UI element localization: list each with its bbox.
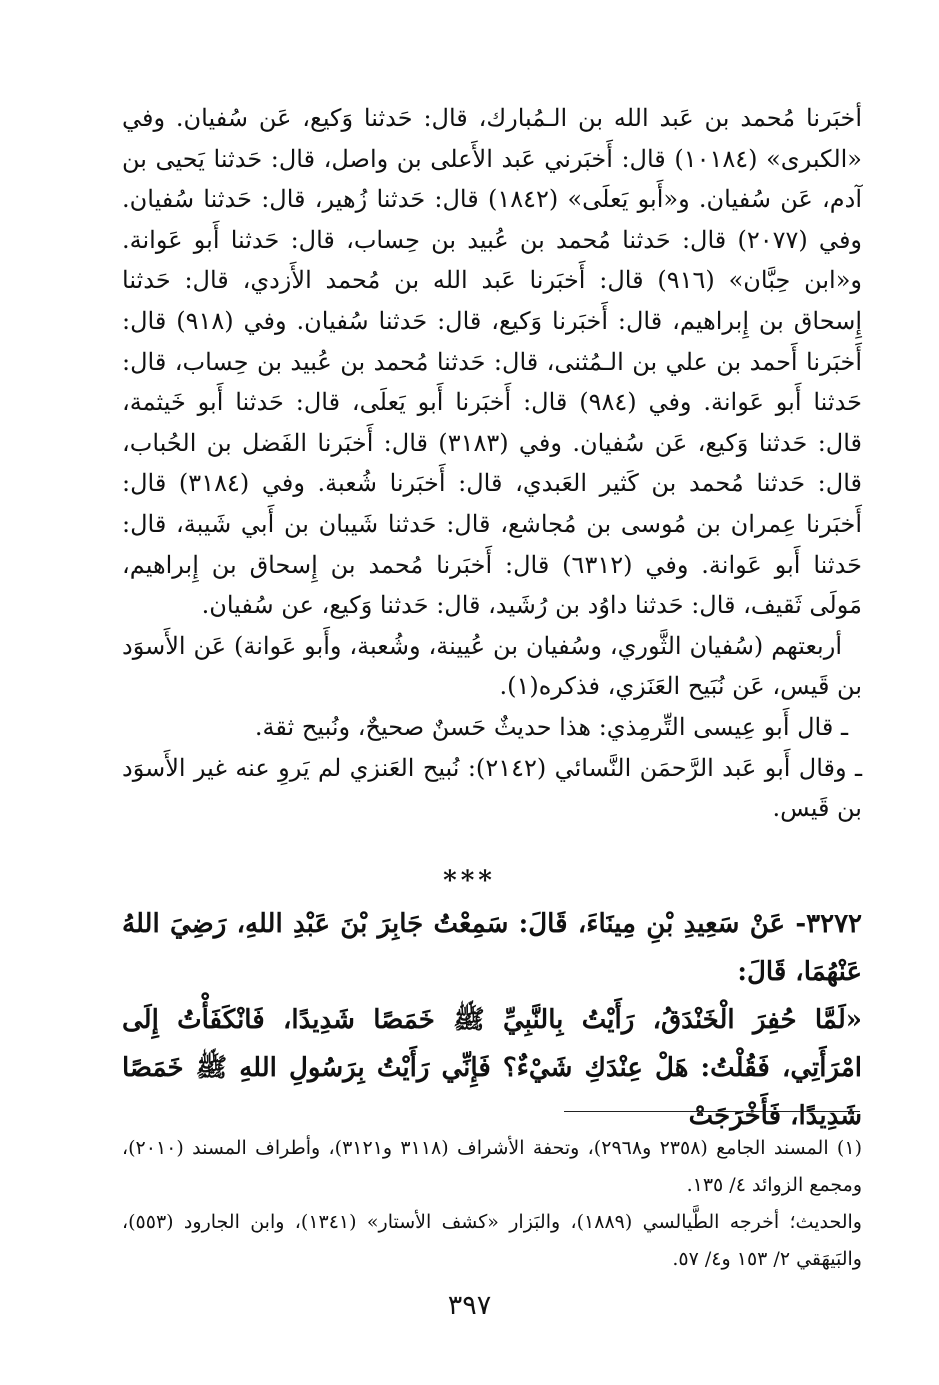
section-separator: *** bbox=[443, 866, 496, 896]
footnotes bbox=[122, 1130, 862, 1278]
main-text bbox=[122, 98, 862, 829]
hadith-intro: ٣٢٧٢- عَنْ سَعِيدِ بْنِ مِينَاءَ، قَالَ: سَمِعْتُ جَابِرَ بْنَ عَبْدِ اللهِ، رَضِيَ اللهُ عَنْهُمَا، قَالَ: bbox=[122, 909, 862, 987]
hadith-body: «لَمَّا حُفِرَ الْخَنْدَقُ، رَأَيْتُ بِالنَّبِيِّ ﷺ خَمَصًا شَدِيدًا، فَانْكَفَأْتُ إِلَى امْرَأَتِي، فَقُلْتُ: هَلْ عِنْدَكِ شَيْءٌ؟ فَإِنِّي رَأَيْتُ بِرَسُولِ اللهِ ﷺ خَمَصًا شَدِيدًا، فَأَخْرَجَتْ bbox=[122, 1005, 862, 1131]
summary-paragraph: أربعتهم (سُفيان الثَّوري، وسُفيان بن عُيينة، وشُعبة، وأَبو عَوانة) عَن الأَسوَد بن قَيس، عَن نُبَيح العَنَزي، فذكره(١). bbox=[122, 631, 862, 701]
footnote-2: والحديث؛ أخرجه الطَّيالسي (١٨٨٩)، والبَزار «كشف الأستار» (١٣٤١)، وابن الجارود (٥٥٣)، والبَيهَقي ٢/ ١٥٣ و٤/ ٥٧. bbox=[122, 1211, 862, 1270]
tirmidhi-note: ـ قال أَبو عِيسى التِّرمِذي: هذا حديثٌ حَسنٌ صحيحٌ، ونُبيح ثقة. bbox=[254, 712, 848, 741]
footnote-1: (١) المسند الجامع (٢٣٥٨ و٢٩٦٨)، وتحفة الأشراف (٣١١٨ و٣١٢١)، وأطراف المسند (٢٠١٠)، ومجمع الزوائد ٤/ ١٣٥. bbox=[122, 1137, 862, 1196]
hadith-text bbox=[122, 900, 862, 1140]
nasai-note: ـ وقال أَبو عَبد الرَّحمَن النَّسائي (٢١٤٢): نُبيح العَنزي لم يَروِ عنه غير الأَسوَد بن قَيس. bbox=[122, 753, 863, 823]
page-number: ٣٩٧ bbox=[447, 1290, 492, 1321]
footnote-divider bbox=[564, 1111, 860, 1112]
isnad-paragraph: أخبَرنا مُحمد بن عَبد الله بن الـمُبارك، قال: حَدثنا وَكيع، عَن سُفيان. وفي «الكبرى» (١٠١٨٤) قال: أَخبَرني عَبد الأَعلى بن واصل، قال: حَدثنا يَحيى بن آدم، عَن سُفيان. و«أَبو يَعلَى» (١٨٤٢) قال: حَدثنا زُهير، قال: حَدثنا سُفيان. وفي (٢٠٧٧) قال: حَدثنا مُحمد بن عُبيد بن حِساب، قال: حَدثنا أَبو عَوانة. و«ابن حِبَّان» (٩١٦) قال: أَخبَرنا عَبد الله بن مُحمد الأَزدي، قال: حَدثنا إِسحاق بن إِبراهيم، قال: أَخبَرنا وَكيع، قال: حَدثنا سُفيان. وفي (٩١٨) قال: أَخبَرنا أَحمد بن علي بن الـمُثنى، قال: حَدثنا مُحمد بن عُبيد بن حِساب، قال: حَدثنا أَبو عَوانة. وفي (٩٨٤) قال: أَخبَرنا أَبو يَعلَى، قال: حَدثنا أَبو خَيثمة، قال: حَدثنا وَكيع، عَن سُفيان. وفي (٣١٨٣) قال: أَخبَرنا الفَضل بن الحُباب، قال: حَدثنا مُحمد بن كَثير العَبدي، قال: أَخبَرنا شُعبة. وفي (٣١٨٤) قال: أَخبَرنا عِمران بن مُوسى بن مُجاشع، قال: حَدثنا شَيبان بن أَبي شَيبة، قال: حَدثنا أَبو عَوانة. وفي (٦٣١٢) قال: أَخبَرنا مُحمد بن إِسحاق بن إِبراهيم، مَولَى ثَقيف، قال: حَدثنا داوُد بن رُشَيد، قال: حَدثنا وَكيع، عن سُفيان. bbox=[122, 104, 863, 620]
